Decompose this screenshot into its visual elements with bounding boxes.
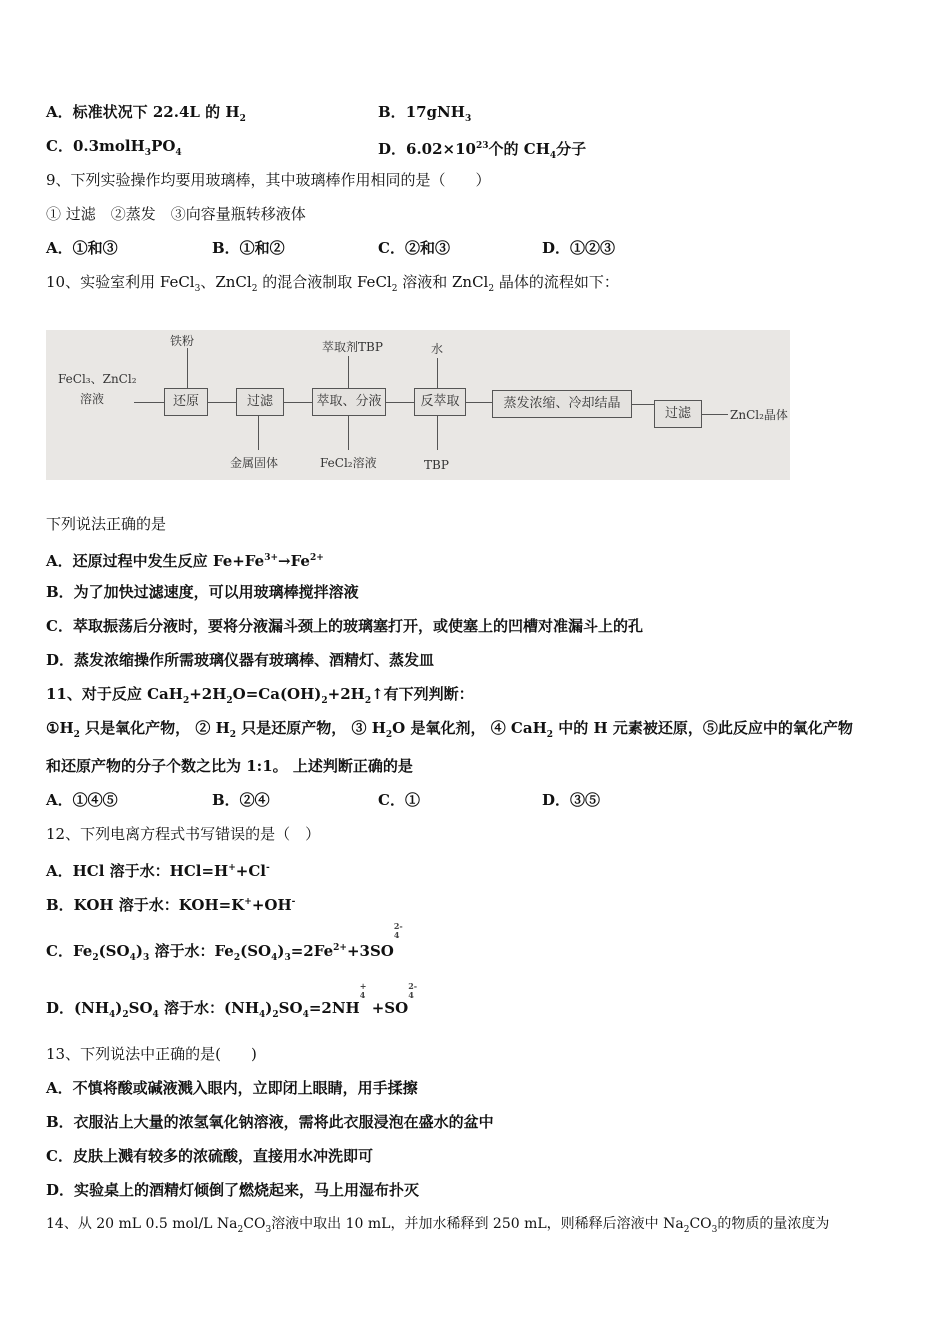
- flow-reagent-water: 水: [431, 342, 444, 356]
- flow-box-reduce: 还原: [164, 388, 208, 416]
- q13-option-d: D．实验桌上的酒精灯倾倒了燃烧起来，马上用湿布扑灭: [46, 1181, 420, 1199]
- q13-option-a: A．不慎将酸或碱液溅入眼内，立即闭上眼睛，用手揉擦: [46, 1079, 418, 1097]
- q12-d-text: D．(NH: [46, 999, 109, 1017]
- arrow-line: [187, 348, 188, 388]
- q12-d-ion-charge: +: [359, 981, 367, 991]
- q8-d-sup: 23: [476, 141, 489, 151]
- q11-sub: 2: [364, 696, 372, 706]
- q10-a-text: →Fe: [278, 552, 310, 570]
- q12-c-ion: [394, 922, 406, 940]
- flow-input-label: FeCl₃、ZnCl₂: [58, 372, 137, 386]
- q11-j: 只是还原产物，: [236, 719, 347, 737]
- q12-sub: 4: [152, 1010, 159, 1020]
- q12-sup: 2+: [333, 943, 347, 953]
- q11-stem-part: ↑有下列判断：: [371, 685, 474, 703]
- flow-reagent-iron: 铁粉: [170, 334, 195, 348]
- q12-d-ion-1: [360, 982, 372, 1000]
- q11-sub: 2: [226, 696, 233, 706]
- q11-j: 中的 H 元素被还原，⑤此反应中的氧化产物: [553, 719, 853, 737]
- arrow-line: [208, 402, 236, 403]
- q12-c-ion-sub: 4: [393, 930, 400, 940]
- arrow-line: [702, 414, 728, 415]
- q10-stem-part: 溶液和 ZnCl: [397, 273, 489, 291]
- q12-sub: 4: [129, 953, 136, 963]
- flow-output-tbp: TBP: [424, 458, 449, 472]
- q14-sub: 3: [265, 1224, 272, 1235]
- arrow-line: [258, 416, 259, 450]
- arrow-line: [134, 402, 164, 403]
- q14-stem-part: 溶液中取出 10 mL，并加水稀释到 250 mL，则稀释后溶液中 Na: [271, 1216, 684, 1232]
- q12-sup: +: [228, 863, 236, 873]
- q11-j: ② H: [195, 719, 230, 737]
- q11-line2: 和还原产物的分子个数之比为 1:1。 上述判断正确的是: [46, 757, 413, 775]
- flow-reagent-tbp: 萃取剂TBP: [322, 340, 383, 354]
- q12-d-text: =2NH: [308, 999, 360, 1017]
- q12-d-text: ): [115, 999, 123, 1017]
- q10-stem-sub: 2: [251, 284, 258, 294]
- q8-option-a: [46, 102, 246, 129]
- q11-option-b: B．②④: [212, 791, 270, 809]
- q12-sub: 4: [302, 1010, 309, 1020]
- q12-option-b: [46, 892, 295, 915]
- q8-b-label: B．: [378, 103, 406, 121]
- q12-b-text: +OH: [251, 896, 292, 914]
- q9-stem: 9、下列实验操作均要用玻璃棒，其中玻璃棒作用相同的是（ ）: [46, 171, 491, 189]
- q8-b-sub: 3: [464, 114, 472, 124]
- q12-d-text: SO: [128, 999, 153, 1017]
- q12-sub: 2: [233, 953, 241, 963]
- q8-c-text: 0.3molH: [72, 137, 145, 155]
- q10-a-sup: 2+: [309, 553, 324, 563]
- q11-stem-part: O=Ca(OH): [232, 685, 322, 703]
- q12-option-c: [46, 921, 406, 968]
- q13-option-c: C．皮肤上溅有较多的浓硫酸，直接用水冲洗即可: [46, 1147, 373, 1165]
- q14-stem: [46, 1214, 829, 1240]
- q12-c-text: (SO: [240, 942, 272, 960]
- q12-sup: -: [291, 897, 296, 907]
- q11-j: ④ CaH: [490, 719, 547, 737]
- q10-stem-part: 的混合液制取 FeCl: [257, 273, 392, 291]
- process-flow-diagram: [46, 330, 790, 480]
- q10-stem-sub: 2: [488, 284, 495, 294]
- q12-d-text: ): [265, 999, 273, 1017]
- q12-c-text: ): [277, 942, 285, 960]
- q10-stem-part: 、ZnCl: [200, 273, 252, 291]
- flow-box-filter-1: 过滤: [236, 388, 284, 416]
- q8-c-label: C．: [46, 137, 73, 155]
- q8-d-text: 6.02×10: [406, 140, 476, 158]
- q14-stem-part: CO: [689, 1216, 712, 1232]
- arrow-line: [466, 402, 492, 403]
- q12-d-text: +SO: [371, 999, 409, 1017]
- q12-stem: 12、下列电离方程式书写错误的是（ ）: [46, 825, 321, 843]
- q10-stem-part: 10、实验室利用 FeCl: [46, 273, 195, 291]
- flow-box-filter-2: 过滤: [654, 400, 702, 428]
- q12-c-text: 溶于水：Fe: [149, 942, 234, 960]
- q14-sub: 2: [237, 1224, 244, 1235]
- q10-stem-sub: 2: [391, 284, 398, 294]
- q10-a-sup: 3+: [264, 553, 278, 563]
- q11-sub: 2: [229, 730, 237, 740]
- q14-stem-part: 的物质的量浓度为: [717, 1216, 830, 1232]
- q12-c-text: (SO: [98, 942, 130, 960]
- q8-d-label: D．: [378, 140, 407, 158]
- q11-stem: [46, 684, 474, 711]
- q11-stem-part: +2H: [189, 685, 227, 703]
- q9-option-a: A．①和③: [46, 239, 118, 257]
- q12-option-a: [46, 858, 270, 881]
- q12-a-text: A．HCl 溶于水：HCl=H: [46, 862, 229, 880]
- flow-output-zncl2: ZnCl₂晶体: [730, 408, 788, 422]
- q12-a-text: +Cl: [235, 862, 266, 880]
- q12-b-text: B．KOH 溶于水：KOH=K: [46, 896, 245, 914]
- q8-option-b: [378, 102, 471, 129]
- q9-items: ① 过滤 ②蒸发 ③向容量瓶转移液体: [46, 205, 306, 223]
- q11-j: ①H: [46, 719, 74, 737]
- q14-sub: 2: [683, 1224, 690, 1235]
- q8-d-mid: 个的 CH: [488, 140, 550, 158]
- arrow-line: [437, 358, 438, 388]
- q14-stem-part: CO: [243, 1216, 266, 1232]
- q12-d-text: 溶于水：(NH: [158, 999, 260, 1017]
- q8-a-text: 标准状况下 22.4L 的 H: [72, 103, 240, 121]
- q11-sub: 2: [182, 696, 190, 706]
- q9-option-b: B．①和②: [212, 239, 285, 257]
- q11-j: O 是氧化剂，: [392, 719, 486, 737]
- q11-option-a: A．①④⑤: [46, 791, 118, 809]
- q11-option-d: D．③⑤: [542, 791, 601, 809]
- q11-stem-part: +2H: [327, 685, 365, 703]
- q8-option-d: [378, 136, 586, 166]
- q10-option-d: D．蒸发浓缩操作所需玻璃仪器有玻璃棒、酒精灯、蒸发皿: [46, 651, 435, 669]
- q8-option-c: [46, 136, 182, 163]
- flow-input-label-2: 溶液: [80, 392, 105, 406]
- q8-c-sub1: 3: [144, 148, 152, 158]
- q12-sub: 2: [122, 1010, 129, 1020]
- q10-option-c: C．萃取振荡后分液时，要将分液漏斗颈上的玻璃塞打开，或使塞上的凹槽对准漏斗上的孔: [46, 617, 643, 635]
- q12-d-ion-sub: 4: [359, 990, 366, 1000]
- q12-sub: 4: [271, 953, 278, 963]
- q12-sup: +: [244, 897, 252, 907]
- q12-sup: -: [266, 863, 270, 873]
- q12-c-text: +3SO: [346, 942, 394, 960]
- q11-j: 只是氧化产物，: [79, 719, 191, 737]
- arrow-line: [348, 356, 349, 388]
- arrow-line: [386, 402, 414, 403]
- q14-sub: 3: [711, 1224, 718, 1235]
- flow-box-back-extract: 反萃取: [414, 388, 466, 416]
- q8-b-text: 17gNH: [405, 103, 465, 121]
- arrow-line: [437, 416, 438, 450]
- q12-d-ion-charge: 2-: [408, 981, 418, 991]
- q8-a-label: A．: [46, 103, 73, 121]
- q9-option-c: C．②和③: [378, 239, 450, 257]
- q12-sub: 3: [142, 953, 150, 963]
- q11-sub: 2: [385, 730, 393, 740]
- q12-c-ion-charge: 2-: [393, 921, 403, 931]
- q12-sub: 4: [259, 1010, 266, 1020]
- q8-c-sub2: 4: [175, 148, 182, 158]
- q8-d-tail: 分子: [556, 140, 587, 158]
- q9-option-d: D．①②③: [542, 239, 616, 257]
- q10-stem: [46, 272, 619, 299]
- q11-j: ③ H: [351, 719, 386, 737]
- q10-option-b: B．为了加快过滤速度，可以用玻璃棒搅拌溶液: [46, 583, 359, 601]
- arrow-line: [284, 402, 312, 403]
- q12-c-text: ): [135, 942, 143, 960]
- flow-output-fecl2: FeCl₂溶液: [320, 456, 377, 470]
- q11-judgements: [46, 718, 853, 745]
- q10-a-text: A．还原过程中发生反应 Fe+Fe: [46, 552, 265, 570]
- q13-stem: 13、下列说法中正确的是( ): [46, 1045, 257, 1063]
- q10-stem-sub: 3: [194, 284, 201, 294]
- arrow-line: [348, 416, 349, 450]
- q12-c-text: =2Fe: [290, 942, 334, 960]
- q11-sub: 2: [321, 696, 328, 706]
- q12-option-d: [46, 981, 420, 1025]
- q12-d-ion-sub: 4: [408, 990, 414, 1000]
- q12-sub: 4: [109, 1010, 116, 1020]
- q12-sub: 2: [92, 953, 99, 963]
- q12-d-ion-2: [408, 982, 420, 1000]
- q12-sub: 2: [272, 1010, 279, 1020]
- q14-stem-part: 14、从 20 mL 0.5 mol/L Na: [46, 1216, 238, 1232]
- q11-sub: 2: [546, 730, 554, 740]
- q12-d-text: SO: [278, 999, 303, 1017]
- q12-sub: 3: [284, 953, 291, 963]
- q10-stem-part: 晶体的流程如下：: [494, 273, 619, 291]
- q8-c-mid: PO: [151, 137, 176, 155]
- q11-option-c: C．①: [378, 791, 420, 809]
- q13-option-b: B．衣服沾上大量的浓氢氧化钠溶液，需将此衣服浸泡在盛水的盆中: [46, 1113, 494, 1131]
- q11-sub: 2: [73, 730, 80, 740]
- flow-box-evaporate: 蒸发浓缩、冷却结晶: [492, 390, 632, 418]
- q12-c-text: C．Fe: [46, 942, 93, 960]
- q11-stem-part: 11、对于反应 CaH: [46, 685, 183, 703]
- arrow-line: [632, 404, 654, 405]
- q8-d-sub: 4: [549, 151, 557, 161]
- q8-a-sub: 2: [239, 114, 246, 124]
- q10-option-a: [46, 548, 324, 571]
- q10-lead: 下列说法正确的是: [46, 515, 167, 533]
- flow-output-metal: 金属固体: [230, 456, 279, 470]
- flow-box-extract: 萃取、分液: [312, 388, 386, 416]
